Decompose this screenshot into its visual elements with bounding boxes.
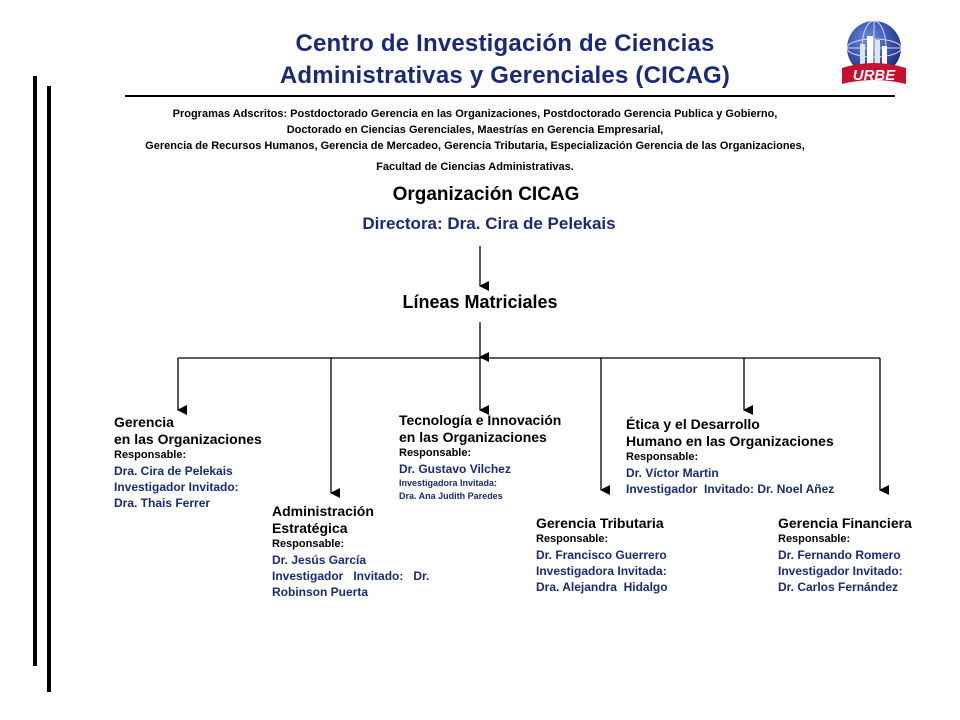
responsable-label: Responsable:	[272, 538, 345, 550]
line-gerencia-organizaciones	[114, 414, 314, 511]
responsable-name: Dr. Jesús García	[272, 553, 367, 567]
invitado-name: Dra. Ana Judith Paredes	[399, 491, 503, 501]
responsable-label: Responsable:	[536, 533, 609, 545]
responsable-label: Responsable:	[399, 447, 472, 459]
responsable-name: Dr. Gustavo Vilchez	[399, 462, 511, 476]
line-name: Humano en las Organizaciones	[626, 433, 834, 449]
page-title-line2: Administrativas y Gerenciales (CICAG)	[279, 62, 731, 89]
programs-line: Doctorado en Ciencias Gerenciales, Maestrías en Gerencia Empresarial,	[286, 124, 664, 136]
line-name: en las Organizaciones	[399, 429, 547, 445]
line-gerencia-financiera	[778, 515, 948, 595]
programs-line: Programas Adscritos: Postdoctorado Gerencia en las Organizaciones, Postdoctorado Gerencia Publica y Gobierno,	[172, 108, 778, 120]
line-name: Administración	[272, 503, 374, 519]
invitado-label: Investigadora Invitada:	[536, 564, 667, 578]
line-name: en las Organizaciones	[114, 431, 262, 447]
invitado-name: Dr. Carlos Fernández	[778, 580, 899, 594]
responsable-name: Dr. Fernando Romero	[778, 548, 901, 562]
responsable-name: Dra. Cira de Pelekais	[114, 464, 233, 478]
lineas-matriciales-label: Líneas Matriciales	[402, 292, 558, 312]
responsable-label: Responsable:	[778, 533, 851, 545]
org-title: Organización CICAG	[392, 184, 580, 205]
programs-line: Gerencia de Recursos Humanos, Gerencia de Mercadeo, Gerencia Tributaria, Especialización Gerencia de las Organizaciones,	[145, 140, 805, 152]
invitado-label: Investigador Invitado: Dr. Noel Añez	[626, 482, 835, 496]
invitado-label: Investigador Invitado:	[778, 564, 903, 578]
line-name: Gerencia	[114, 414, 174, 430]
responsable-name: Dr. Víctor Martin	[626, 466, 719, 480]
line-name: Ética y el Desarrollo	[626, 416, 760, 432]
line-gerencia-tributaria	[536, 515, 736, 595]
invitado-name: Dra. Alejandra Hidalgo	[536, 580, 668, 594]
invitado-name: Dra. Thais Ferrer	[114, 496, 211, 510]
invitado-name: Robinson Puerta	[272, 585, 369, 599]
invitado-label: Investigador Invitado:	[114, 480, 239, 494]
logo-text: URBE	[852, 67, 896, 84]
line-name: Gerencia Financiera	[778, 515, 912, 531]
page-title-line1: Centro de Investigación de Ciencias	[295, 30, 715, 57]
invitado-label: Investigadora Invitada:	[399, 478, 498, 488]
invitado-label: Investigador Invitado: Dr.	[272, 569, 430, 583]
line-etica-desarrollo-humano	[626, 416, 886, 497]
line-name: Tecnología e Innovación	[399, 412, 562, 428]
line-name: Estratégica	[272, 520, 348, 536]
line-tecnologia-innovacion	[399, 412, 599, 503]
line-name: Gerencia Tributaria	[536, 515, 664, 531]
programs-line: Facultad de Ciencias Administrativas.	[376, 161, 574, 173]
director-label: Directora: Dra. Cira de Pelekais	[362, 214, 616, 233]
responsable-name: Dr. Francisco Guerrero	[536, 548, 667, 562]
responsable-label: Responsable:	[114, 449, 187, 461]
responsable-label: Responsable:	[626, 451, 699, 463]
line-administracion-estrategica	[272, 503, 472, 600]
